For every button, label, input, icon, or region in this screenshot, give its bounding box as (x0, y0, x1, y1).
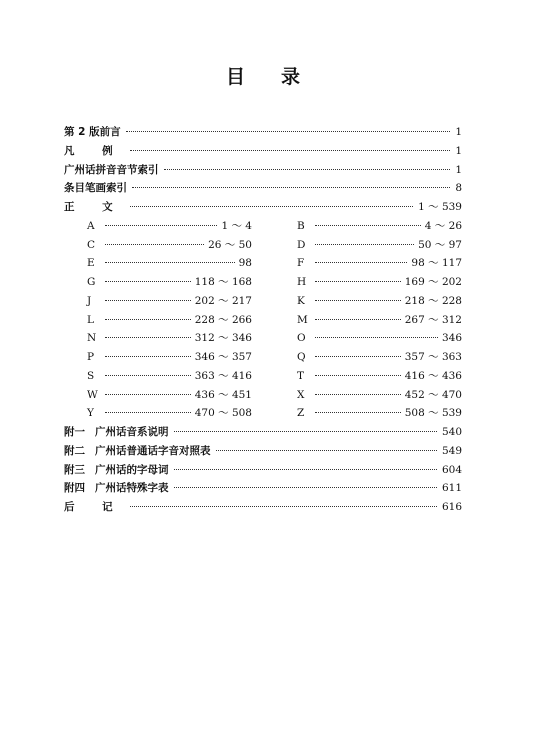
dot-leader (174, 469, 437, 470)
page-range: 346 ～ 357 (194, 351, 252, 363)
letter-label: N (87, 332, 97, 344)
toc-entry-page: 611 (441, 482, 462, 494)
letter-entry-c[interactable] (87, 237, 252, 253)
dot-leader (174, 487, 437, 488)
toc-entry-appendix-2[interactable] (64, 443, 462, 459)
dot-leader (105, 319, 191, 320)
letter-entry-j[interactable] (87, 293, 252, 309)
page-range: 312 ～ 346 (194, 332, 252, 344)
page-range: 346 (441, 332, 462, 344)
letter-label: Z (297, 407, 305, 419)
toc-entry-label (64, 480, 169, 496)
toc-entry-page: 604 (441, 464, 462, 476)
page-range: 436 ～ 451 (194, 389, 252, 401)
toc-entry-appendix-1[interactable] (64, 424, 462, 440)
letter-entry-m[interactable] (297, 312, 462, 328)
letter-entry-q[interactable] (297, 349, 462, 365)
letter-entry-k[interactable] (297, 293, 462, 309)
letter-label: M (297, 314, 308, 326)
letter-label: B (297, 220, 305, 232)
dot-leader (315, 225, 421, 226)
toc-entry-stroke-index[interactable] (64, 180, 462, 196)
letter-entry-x[interactable] (297, 387, 462, 403)
toc-entry-label (64, 443, 211, 459)
letter-label: Y (87, 407, 94, 419)
dot-leader (315, 244, 414, 245)
dot-leader (105, 356, 191, 357)
page-range: 169 ～ 202 (404, 276, 462, 288)
letter-label: O (297, 332, 306, 344)
letter-entry-n[interactable] (87, 330, 252, 346)
letter-label: T (297, 370, 305, 382)
letter-entry-w[interactable] (87, 387, 252, 403)
page-range: 26 ～ 50 (208, 239, 252, 251)
letter-label: Q (297, 351, 306, 363)
dot-leader (315, 375, 401, 376)
letter-entry-e[interactable] (87, 255, 252, 271)
toc-entry-label (64, 424, 169, 440)
letter-label: W (87, 389, 98, 401)
page-range: 218 ～ 228 (404, 295, 462, 307)
page-range: 228 ～ 266 (194, 314, 252, 326)
dot-leader (164, 169, 451, 170)
letter-label: S (87, 370, 95, 382)
letter-entry-o[interactable] (297, 330, 462, 346)
toc-entry-preface[interactable] (64, 124, 462, 140)
letter-label: X (297, 389, 305, 401)
appendix-title: 广州话特殊字表 (95, 482, 169, 494)
toc-entry-label: 第 2 版前言 (64, 126, 121, 138)
page-range: 118 ～ 168 (194, 276, 252, 288)
appendix-prefix: 附四 (64, 482, 85, 494)
letter-entry-d[interactable] (297, 237, 462, 253)
toc-entry-page: 549 (441, 445, 462, 457)
page-range: 452 ～ 470 (404, 389, 462, 401)
toc-entry-label: 后 记 (64, 501, 125, 513)
letter-entry-f[interactable] (297, 255, 462, 271)
letter-entry-b[interactable] (297, 218, 462, 234)
page-range: 4 ～ 26 (424, 220, 462, 232)
dot-leader (130, 506, 437, 507)
page-range: 508 ～ 539 (404, 407, 462, 419)
letter-entry-z[interactable] (297, 405, 462, 421)
letter-label: H (297, 276, 307, 288)
appendix-prefix: 附二 (64, 445, 85, 457)
dot-leader (105, 337, 191, 338)
dot-leader (315, 319, 401, 320)
page-range: 470 ～ 508 (194, 407, 252, 419)
letter-label: J (87, 295, 92, 307)
toc-entry-label (64, 462, 169, 478)
dot-leader (105, 394, 191, 395)
page-range: 98 (238, 257, 252, 269)
toc-entry-conventions[interactable] (64, 143, 462, 159)
dot-leader (315, 300, 401, 301)
letter-entry-l[interactable] (87, 312, 252, 328)
dot-leader (315, 356, 401, 357)
page-range: 50 ～ 97 (418, 239, 462, 251)
toc-entry-label: 凡 例 (64, 145, 125, 157)
dot-leader (105, 375, 191, 376)
appendix-prefix: 附一 (64, 426, 85, 438)
toc-entry-page: 1 (455, 126, 462, 138)
toc-entry-page: 1 (455, 164, 462, 176)
letter-label: C (87, 239, 96, 251)
dot-leader (315, 337, 438, 338)
toc-entry-appendix-3[interactable] (64, 462, 462, 478)
letter-entry-a[interactable] (87, 218, 252, 234)
title-char-2: 录 (281, 66, 301, 88)
letter-label: L (87, 314, 94, 326)
appendix-prefix: 附三 (64, 464, 85, 476)
dot-leader (315, 412, 401, 413)
toc-entry-label: 条目笔画索引 (64, 182, 127, 194)
page-range: 1 ～ 4 (221, 220, 252, 232)
letter-entry-y[interactable] (87, 405, 252, 421)
letter-label: K (297, 295, 305, 307)
letter-label: P (87, 351, 95, 363)
dot-leader (105, 244, 204, 245)
appendix-title: 广州话的字母词 (95, 464, 169, 476)
dot-leader (315, 394, 401, 395)
dot-leader (105, 262, 235, 263)
dot-leader (315, 281, 401, 282)
dot-leader (174, 431, 437, 432)
dot-leader (216, 450, 437, 451)
dot-leader (130, 206, 413, 207)
toc-entry-page: 8 (455, 182, 462, 194)
title-char-1: 目 (226, 66, 246, 88)
letter-label: F (297, 257, 305, 269)
page-title (0, 62, 534, 90)
dot-leader (132, 187, 450, 188)
letter-label: A (87, 220, 95, 232)
letter-entry-g[interactable] (87, 274, 252, 290)
page-range: 98 ～ 117 (411, 257, 462, 269)
page-range: 416 ～ 436 (404, 370, 462, 382)
toc-entry-page: 616 (441, 501, 462, 513)
letter-entry-t[interactable] (297, 368, 462, 384)
letter-label: G (87, 276, 96, 288)
letter-entry-p[interactable] (87, 349, 252, 365)
dot-leader (105, 412, 191, 413)
toc-entry-appendix-4[interactable] (64, 480, 462, 496)
toc-entry-page: 1 ～ 539 (418, 201, 462, 213)
toc-entry-main-text[interactable] (64, 199, 462, 215)
appendix-title: 广州话音系说明 (95, 426, 169, 438)
page-range: 202 ～ 217 (194, 295, 252, 307)
toc-entry-label: 正 文 (64, 201, 125, 213)
letter-entry-s[interactable] (87, 368, 252, 384)
dot-leader (126, 131, 451, 132)
page-range: 357 ～ 363 (404, 351, 462, 363)
letter-label: E (87, 257, 95, 269)
toc-entry-page: 1 (455, 145, 462, 157)
appendix-title: 广州话普通话字音对照表 (95, 445, 211, 457)
toc-entry-afterword[interactable] (64, 499, 462, 515)
dot-leader (315, 262, 407, 263)
letter-entry-h[interactable] (297, 274, 462, 290)
page-range: 267 ～ 312 (404, 314, 462, 326)
dot-leader (130, 150, 451, 151)
dot-leader (105, 300, 191, 301)
toc-entry-label: 广州话拼音音节索引 (64, 164, 159, 176)
page-range: 363 ～ 416 (194, 370, 252, 382)
dot-leader (105, 225, 217, 226)
letter-label: D (297, 239, 306, 251)
toc-entry-page: 540 (441, 426, 462, 438)
toc-entry-pinyin-index[interactable] (64, 162, 462, 178)
dot-leader (105, 281, 191, 282)
